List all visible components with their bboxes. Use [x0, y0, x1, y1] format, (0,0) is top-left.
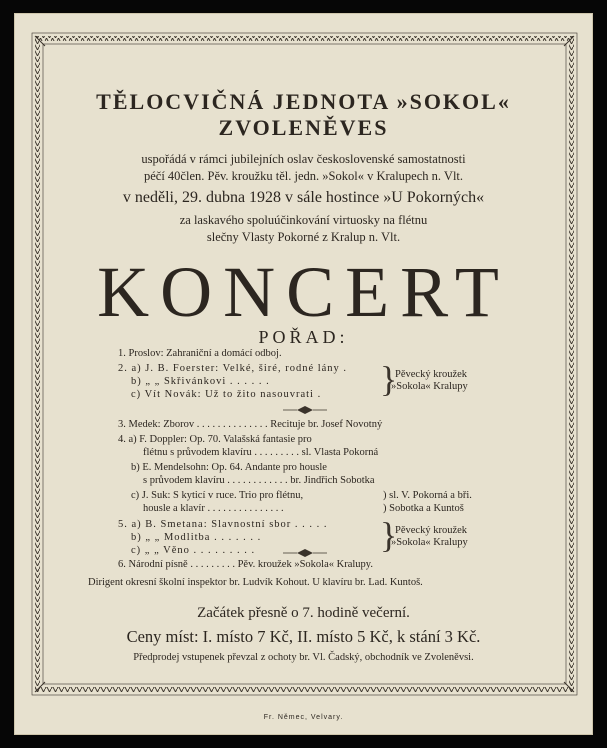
program-item-2b: b) „ „ Skřivánkovi . . . . . . [131, 376, 270, 387]
program-item-4b-2: s průvodem klavíru . . . . . . . . . . . . br. Jindřich Sobotka [143, 475, 375, 486]
title-koncert: KONCERT [97, 252, 510, 332]
performer-2-line-2: »Sokola« Kralupy [391, 381, 468, 392]
ornament-divider-icon [283, 548, 327, 558]
program-item-4a-2: flétnu s průvodem klavíru . . . . . . . . . sl. Vlasta Pokorná [143, 447, 379, 458]
program-item-6: 6. Národní písně . . . . . . . . . Pěv. kroužek »Sokola« Kralupy. [118, 559, 373, 570]
conductor-line: Dirigent okresní školní inspektor br. Ludvík Kohout. U klavíru br. Lad. Kuntoš. [88, 577, 423, 588]
presale-note: Předprodej vstupenek převzal z ochoty br. Vl. Čadský, obchodník ve Zvoleněvsi. [133, 652, 474, 663]
performer-5-line-1: Pěvecký kroužek [395, 525, 468, 536]
program-title: POŘAD: [258, 327, 349, 347]
performer-2-line-1: Pěvecký kroužek [395, 369, 468, 380]
intro-line-2: péčí 40člen. Pěv. kroužku těl. jedn. »Sokol« v Kralupech n. Vlt. [143, 169, 464, 183]
program-item-1: 1. Proslov: Zahraniční a domácí odboj. [118, 348, 282, 359]
start-time: Začátek přesně o 7. hodině večerní. [197, 605, 410, 621]
program-item-4b-1: b) E. Mendelsohn: Op. 64. Andante pro housle [131, 462, 327, 473]
performer-5-line-2: »Sokola« Kralupy [391, 537, 468, 548]
poster [14, 13, 593, 735]
header-line-1: TĚLOCVIČNÁ JEDNOTA »SOKOL« [96, 89, 511, 114]
program-item-3: 3. Medek: Zborov . . . . . . . . . . . . . . Recituje br. Josef Novotný [118, 419, 383, 430]
printer-credit: Fr. Němec, Velvary. [263, 714, 344, 721]
ticket-prices: Ceny míst: I. místo 7 Kč, II. místo 5 Kč, k stání 3 Kč. [126, 627, 481, 646]
program-item-5c: c) „ „ Věno . . . . . . . . . [131, 545, 256, 556]
intro-line-1: uspořádá v rámci jubilejních oslav československé samostatnosti [141, 152, 466, 166]
program-item-4c-1: c) J. Suk: S kyticí v ruce. Trio pro flétnu, [131, 490, 304, 501]
performer-4c-line-1: ) sl. V. Pokorná a bři. [383, 490, 472, 501]
event-date: v neděli, 29. dubna 1928 v sále hostince »U Pokorných« [122, 189, 485, 206]
brace-icon: } [380, 515, 398, 555]
header-line-2: ZVOLENĚVES [218, 115, 389, 140]
brace-icon: } [380, 359, 398, 399]
program-item-2c: c) Vít Novák: Už to žito nasouvrati . [131, 389, 322, 400]
program-item-5b: b) „ „ Modlitba . . . . . . . [131, 532, 262, 543]
program-item-5a: 5. a) B. Smetana: Slavnostní sbor . . . . . [118, 519, 328, 530]
performer-4c-line-2: ) Sobotka a Kuntoš [383, 503, 464, 514]
program-item-2a: 2. a) J. B. Foerster: Velké, širé, rodné lány . [118, 363, 348, 374]
program-item-4c-2: housle a klavír . . . . . . . . . . . . . . . [143, 503, 284, 514]
ornament-divider-icon [283, 405, 327, 415]
intro-line-4: slečny Vlasty Pokorné z Kralup n. Vlt. [206, 230, 401, 244]
program-item-4a-1: 4. a) F. Doppler: Op. 70. Valašská fantasie pro [118, 434, 312, 445]
intro-line-3: za laskavého spoluúčinkování virtuosky na flétnu [179, 213, 428, 227]
